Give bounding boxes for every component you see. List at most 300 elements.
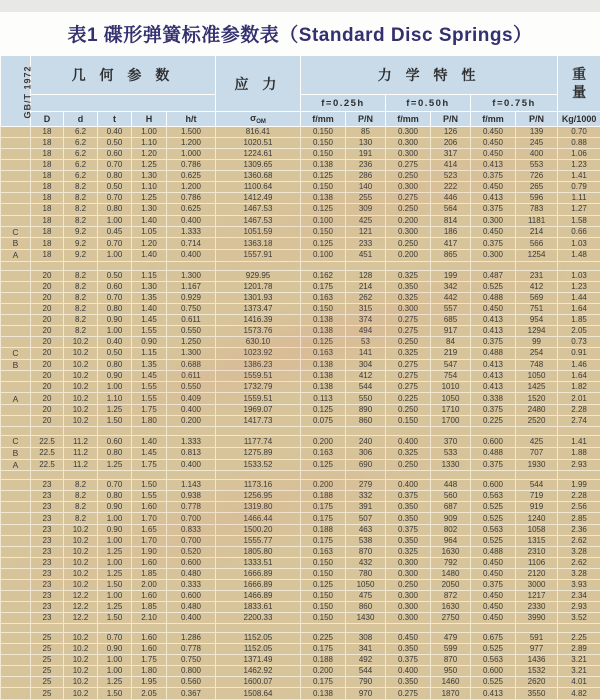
value-cell: 332 bbox=[346, 491, 386, 502]
value-cell: 814 bbox=[431, 215, 471, 226]
value-cell: 0.188 bbox=[301, 491, 346, 502]
group-separator-row bbox=[1, 471, 600, 480]
value-cell: 0.225 bbox=[386, 393, 431, 405]
table-body bbox=[1, 127, 600, 700]
value-cell: 0.450 bbox=[471, 303, 516, 314]
value-cell: 0.375 bbox=[471, 171, 516, 182]
value-cell: 0.79 bbox=[558, 182, 600, 193]
table-row bbox=[1, 149, 600, 160]
table-row bbox=[1, 325, 600, 336]
value-cell: 1557.91 bbox=[216, 249, 301, 261]
value-cell: 10.2 bbox=[64, 688, 98, 700]
value-cell: 0.60 bbox=[98, 281, 132, 292]
value-cell: 1363.18 bbox=[216, 238, 301, 250]
value-cell: 1.200 bbox=[167, 138, 216, 149]
series-letter-cell bbox=[1, 513, 31, 524]
value-cell: 0.70 bbox=[98, 160, 132, 171]
value-cell: 8.2 bbox=[64, 270, 98, 281]
value-cell: 1467.53 bbox=[216, 204, 301, 215]
header-f075: f=0.75h bbox=[471, 95, 558, 112]
value-cell: 0.40 bbox=[98, 336, 132, 347]
value-cell: 748 bbox=[516, 359, 558, 371]
value-cell: 0.175 bbox=[301, 513, 346, 524]
value-cell: 0.138 bbox=[301, 371, 346, 382]
value-cell: 1.300 bbox=[167, 270, 216, 281]
value-cell: 1.48 bbox=[558, 249, 600, 261]
value-cell: 1010 bbox=[431, 382, 471, 393]
value-cell: 0.400 bbox=[167, 215, 216, 226]
value-cell: 1710 bbox=[431, 405, 471, 416]
value-cell: 1416.39 bbox=[216, 314, 301, 325]
value-cell: 1.82 bbox=[558, 382, 600, 393]
table-row bbox=[1, 127, 600, 138]
value-cell: 1460 bbox=[431, 677, 471, 688]
value-cell: 1969.07 bbox=[216, 405, 301, 416]
value-cell: 0.80 bbox=[98, 204, 132, 215]
value-cell: 1555.77 bbox=[216, 535, 301, 546]
value-cell: 0.275 bbox=[386, 314, 431, 325]
value-cell: 25 bbox=[31, 666, 64, 677]
series-letter-cell: A bbox=[1, 249, 31, 261]
value-cell: 557 bbox=[431, 303, 471, 314]
value-cell: 191 bbox=[346, 149, 386, 160]
value-cell: 1100.64 bbox=[216, 182, 301, 193]
table-row bbox=[1, 193, 600, 204]
value-cell: 1430 bbox=[346, 613, 386, 624]
value-cell: 245 bbox=[516, 138, 558, 149]
value-cell: 0.413 bbox=[471, 160, 516, 171]
value-cell: 919 bbox=[516, 502, 558, 513]
value-cell: 0.350 bbox=[386, 644, 431, 655]
value-cell: 523 bbox=[431, 171, 471, 182]
value-cell: 0.300 bbox=[386, 127, 431, 138]
value-cell: 0.300 bbox=[386, 568, 431, 579]
series-letter-cell bbox=[1, 601, 31, 612]
value-cell: 1023.92 bbox=[216, 348, 301, 360]
value-cell: 0.375 bbox=[471, 336, 516, 347]
series-letter-cell bbox=[1, 502, 31, 513]
value-cell: 0.150 bbox=[301, 613, 346, 624]
value-cell: 412 bbox=[346, 371, 386, 382]
value-cell: 0.60 bbox=[98, 436, 132, 448]
value-cell: 0.700 bbox=[167, 513, 216, 524]
value-cell: 1.00 bbox=[98, 215, 132, 226]
value-cell: 0.138 bbox=[301, 382, 346, 393]
value-cell: 0.600 bbox=[167, 557, 216, 568]
value-cell: 20 bbox=[31, 371, 64, 382]
value-cell: 2200.33 bbox=[216, 613, 301, 624]
value-cell: 254 bbox=[516, 348, 558, 360]
table-row bbox=[1, 633, 600, 644]
value-cell: 0.90 bbox=[98, 644, 132, 655]
value-cell: 1.143 bbox=[167, 480, 216, 491]
series-letter-cell bbox=[1, 292, 31, 303]
value-cell: 0.175 bbox=[301, 502, 346, 513]
value-cell: 1.250 bbox=[167, 336, 216, 347]
standard-code-cell bbox=[1, 56, 31, 127]
series-letter-cell: A bbox=[1, 393, 31, 405]
value-cell: 8.2 bbox=[64, 281, 98, 292]
table-row bbox=[1, 546, 600, 557]
value-cell: 10.2 bbox=[64, 393, 98, 405]
value-cell: 2.85 bbox=[558, 513, 600, 524]
value-cell: 1.75 bbox=[132, 459, 167, 471]
value-cell: 18 bbox=[31, 226, 64, 238]
header-geometry-filler bbox=[31, 95, 216, 112]
value-cell: 6.2 bbox=[64, 149, 98, 160]
value-cell: 569 bbox=[516, 292, 558, 303]
value-cell: 0.150 bbox=[386, 416, 431, 427]
value-cell: 2.89 bbox=[558, 644, 600, 655]
value-cell: 3000 bbox=[516, 579, 558, 590]
value-cell: 0.400 bbox=[167, 249, 216, 261]
series-letter-cell: A bbox=[1, 459, 31, 471]
value-cell: 10.2 bbox=[64, 568, 98, 579]
value-cell: 1152.05 bbox=[216, 644, 301, 655]
series-letter-cell: C bbox=[1, 348, 31, 360]
value-cell: 1.00 bbox=[98, 666, 132, 677]
value-cell: 1.50 bbox=[98, 416, 132, 427]
value-cell: 0.163 bbox=[301, 447, 346, 459]
value-cell: 0.163 bbox=[301, 292, 346, 303]
value-cell: 0.400 bbox=[167, 405, 216, 416]
value-cell: 0.400 bbox=[386, 666, 431, 677]
value-cell: 304 bbox=[346, 359, 386, 371]
value-cell: 1.45 bbox=[132, 447, 167, 459]
value-cell: 1181 bbox=[516, 215, 558, 226]
value-cell: 2.10 bbox=[132, 613, 167, 624]
value-cell: 719 bbox=[516, 491, 558, 502]
value-cell: 0.525 bbox=[471, 677, 516, 688]
value-cell: 10.2 bbox=[64, 348, 98, 360]
value-cell: 865 bbox=[431, 249, 471, 261]
value-cell: 0.300 bbox=[386, 149, 431, 160]
value-cell: 1.20 bbox=[132, 149, 167, 160]
value-cell: 2520 bbox=[516, 416, 558, 427]
value-cell: 544 bbox=[516, 480, 558, 491]
value-cell: 400 bbox=[516, 149, 558, 160]
value-cell: 0.125 bbox=[301, 204, 346, 215]
col-sigma bbox=[216, 112, 301, 127]
value-cell: 23 bbox=[31, 513, 64, 524]
value-cell: 1.50 bbox=[98, 579, 132, 590]
value-cell: 1.41 bbox=[558, 171, 600, 182]
table-row bbox=[1, 613, 600, 624]
value-cell: 0.600 bbox=[471, 436, 516, 448]
value-cell: 1050 bbox=[516, 371, 558, 382]
value-cell: 1462.92 bbox=[216, 666, 301, 677]
value-cell: 1294 bbox=[516, 325, 558, 336]
value-cell: 0.70 bbox=[98, 480, 132, 491]
value-cell: 1.25 bbox=[132, 160, 167, 171]
value-cell: 0.138 bbox=[301, 160, 346, 171]
value-cell: 23 bbox=[31, 601, 64, 612]
value-cell: 2.00 bbox=[132, 579, 167, 590]
value-cell: 1500.20 bbox=[216, 524, 301, 535]
value-cell: 0.250 bbox=[386, 405, 431, 416]
value-cell: 1.99 bbox=[558, 480, 600, 491]
value-cell: 2330 bbox=[516, 601, 558, 612]
series-letter-cell bbox=[1, 677, 31, 688]
value-cell: 23 bbox=[31, 568, 64, 579]
value-cell: 1.55 bbox=[132, 325, 167, 336]
value-cell: 0.300 bbox=[386, 557, 431, 568]
value-cell: 0.250 bbox=[386, 238, 431, 250]
value-cell: 0.275 bbox=[386, 382, 431, 393]
header-stress: 应 力 bbox=[216, 56, 301, 112]
value-cell: 564 bbox=[431, 204, 471, 215]
table-row bbox=[1, 393, 600, 405]
value-cell: 0.125 bbox=[301, 459, 346, 471]
value-cell: 317 bbox=[431, 149, 471, 160]
value-cell: 8.2 bbox=[64, 303, 98, 314]
value-cell: 1.55 bbox=[132, 382, 167, 393]
value-cell: 1.70 bbox=[132, 513, 167, 524]
value-cell: 0.150 bbox=[301, 182, 346, 193]
value-cell: 475 bbox=[346, 590, 386, 601]
value-cell: 8.2 bbox=[64, 325, 98, 336]
value-cell: 1.55 bbox=[132, 491, 167, 502]
value-cell: 23 bbox=[31, 524, 64, 535]
value-cell: 0.525 bbox=[471, 513, 516, 524]
value-cell: 0.300 bbox=[386, 182, 431, 193]
value-cell: 1.40 bbox=[132, 215, 167, 226]
value-cell: 1224.61 bbox=[216, 149, 301, 160]
value-cell: 0.480 bbox=[167, 601, 216, 612]
value-cell: 3.21 bbox=[558, 655, 600, 666]
value-cell: 0.138 bbox=[301, 688, 346, 700]
value-cell: 0.300 bbox=[386, 613, 431, 624]
value-cell: 685 bbox=[431, 314, 471, 325]
value-cell: 0.450 bbox=[471, 149, 516, 160]
value-cell: 1666.89 bbox=[216, 579, 301, 590]
table-row bbox=[1, 480, 600, 491]
value-cell: 2050 bbox=[431, 579, 471, 590]
value-cell: 20 bbox=[31, 382, 64, 393]
value-cell: 0.413 bbox=[471, 359, 516, 371]
value-cell: 10.2 bbox=[64, 557, 98, 568]
value-cell: 0.350 bbox=[386, 677, 431, 688]
value-cell: 10.2 bbox=[64, 546, 98, 557]
value-cell: 18 bbox=[31, 193, 64, 204]
value-cell: 1.95 bbox=[132, 677, 167, 688]
value-cell: 1.75 bbox=[132, 405, 167, 416]
value-cell: 0.200 bbox=[301, 436, 346, 448]
value-cell: 0.400 bbox=[167, 613, 216, 624]
value-cell: 0.350 bbox=[386, 535, 431, 546]
value-cell: 0.200 bbox=[301, 666, 346, 677]
value-cell: 18 bbox=[31, 238, 64, 250]
value-cell: 6.2 bbox=[64, 171, 98, 182]
series-letter-cell bbox=[1, 644, 31, 655]
value-cell: 1533.52 bbox=[216, 459, 301, 471]
value-cell: 0.125 bbox=[301, 405, 346, 416]
value-cell: 1.00 bbox=[98, 655, 132, 666]
value-cell: 1.286 bbox=[167, 633, 216, 644]
value-cell: 0.525 bbox=[471, 281, 516, 292]
value-cell: 0.375 bbox=[386, 524, 431, 535]
value-cell: 1425 bbox=[516, 382, 558, 393]
page-title: 表1 碟形弹簧标准参数表（Standard Disc Springs） bbox=[67, 25, 533, 46]
value-cell: 1559.51 bbox=[216, 393, 301, 405]
value-cell: 0.60 bbox=[98, 149, 132, 160]
value-cell: 1058 bbox=[516, 524, 558, 535]
value-cell: 0.786 bbox=[167, 160, 216, 171]
series-letter-cell: B bbox=[1, 238, 31, 250]
value-cell: 0.525 bbox=[471, 535, 516, 546]
value-cell: 1177.74 bbox=[216, 436, 301, 448]
value-cell: 18 bbox=[31, 138, 64, 149]
value-cell: 315 bbox=[346, 303, 386, 314]
value-cell: 754 bbox=[431, 371, 471, 382]
value-cell: 1.11 bbox=[558, 193, 600, 204]
value-cell: 23 bbox=[31, 613, 64, 624]
value-cell: 1.46 bbox=[558, 359, 600, 371]
value-cell: 1.40 bbox=[132, 249, 167, 261]
value-cell: 1.20 bbox=[132, 238, 167, 250]
series-letter-cell bbox=[1, 138, 31, 149]
value-cell: 10.2 bbox=[64, 524, 98, 535]
value-cell: 1309.65 bbox=[216, 160, 301, 171]
value-cell: 1.25 bbox=[98, 459, 132, 471]
value-cell: 0.162 bbox=[301, 270, 346, 281]
col-H: H bbox=[132, 112, 167, 127]
value-cell: 10.2 bbox=[64, 371, 98, 382]
value-cell: 12.2 bbox=[64, 613, 98, 624]
value-cell: 1050 bbox=[346, 579, 386, 590]
value-cell: 890 bbox=[346, 405, 386, 416]
value-cell: 0.625 bbox=[167, 171, 216, 182]
value-cell: 1.00 bbox=[98, 513, 132, 524]
value-cell: 1.00 bbox=[98, 557, 132, 568]
value-cell: 0.300 bbox=[386, 601, 431, 612]
value-cell: 20 bbox=[31, 270, 64, 281]
value-cell: 954 bbox=[516, 314, 558, 325]
value-cell: 1520 bbox=[516, 393, 558, 405]
header-mechanical: 力 学 特 性 bbox=[301, 56, 558, 95]
value-cell: 3.52 bbox=[558, 613, 600, 624]
value-cell: 0.275 bbox=[386, 193, 431, 204]
value-cell: 2.28 bbox=[558, 491, 600, 502]
value-cell: 538 bbox=[346, 535, 386, 546]
value-cell: 3550 bbox=[516, 688, 558, 700]
value-cell: 1315 bbox=[516, 535, 558, 546]
value-cell: 141 bbox=[346, 348, 386, 360]
value-cell: 1.70 bbox=[132, 535, 167, 546]
sigma-symbol: σ bbox=[250, 113, 257, 123]
value-cell: 0.550 bbox=[167, 382, 216, 393]
value-cell: 18 bbox=[31, 204, 64, 215]
value-cell: 233 bbox=[346, 238, 386, 250]
value-cell: 1.10 bbox=[132, 182, 167, 193]
value-cell: 1.06 bbox=[558, 149, 600, 160]
value-cell: 0.138 bbox=[301, 359, 346, 371]
value-cell: 0.375 bbox=[471, 204, 516, 215]
table-row bbox=[1, 557, 600, 568]
table-row bbox=[1, 590, 600, 601]
table-header bbox=[1, 56, 600, 127]
value-cell: 1.75 bbox=[132, 655, 167, 666]
value-cell: 1.41 bbox=[558, 436, 600, 448]
value-cell: 964 bbox=[431, 535, 471, 546]
series-letter-cell bbox=[1, 171, 31, 182]
value-cell: 0.413 bbox=[471, 688, 516, 700]
value-cell: 85 bbox=[346, 127, 386, 138]
value-cell: 23 bbox=[31, 590, 64, 601]
value-cell: 0.833 bbox=[167, 524, 216, 535]
value-cell: 20 bbox=[31, 281, 64, 292]
value-cell: 0.275 bbox=[386, 160, 431, 171]
value-cell: 2.56 bbox=[558, 502, 600, 513]
value-cell: 0.80 bbox=[98, 171, 132, 182]
table-row bbox=[1, 491, 600, 502]
value-cell: 0.90 bbox=[98, 371, 132, 382]
value-cell: 10.2 bbox=[64, 336, 98, 347]
value-cell: 25 bbox=[31, 644, 64, 655]
value-cell: 0.175 bbox=[301, 677, 346, 688]
group-separator-row bbox=[1, 624, 600, 633]
value-cell: 929.95 bbox=[216, 270, 301, 281]
value-cell: 8.2 bbox=[64, 204, 98, 215]
value-cell: 446 bbox=[431, 193, 471, 204]
value-cell: 0.413 bbox=[471, 371, 516, 382]
value-cell: 553 bbox=[516, 160, 558, 171]
value-cell: 1436 bbox=[516, 655, 558, 666]
value-cell: 0.488 bbox=[471, 546, 516, 557]
value-cell: 1666.89 bbox=[216, 568, 301, 579]
value-cell: 25 bbox=[31, 655, 64, 666]
col-ht: h/t bbox=[167, 112, 216, 127]
table-row bbox=[1, 459, 600, 471]
value-cell: 84 bbox=[431, 336, 471, 347]
value-cell: 1.30 bbox=[132, 171, 167, 182]
value-cell: 240 bbox=[346, 436, 386, 448]
value-cell: 1573.76 bbox=[216, 325, 301, 336]
value-cell: 0.100 bbox=[301, 249, 346, 261]
series-letter-cell bbox=[1, 281, 31, 292]
header-geometry: 几 何 参 数 bbox=[31, 56, 216, 95]
value-cell: 0.225 bbox=[471, 416, 516, 427]
value-cell: 0.413 bbox=[471, 314, 516, 325]
value-cell: 265 bbox=[516, 182, 558, 193]
value-cell: 236 bbox=[346, 160, 386, 171]
value-cell: 0.450 bbox=[386, 633, 431, 644]
value-cell: 0.600 bbox=[167, 590, 216, 601]
value-cell: 3.21 bbox=[558, 666, 600, 677]
value-cell: 6.2 bbox=[64, 127, 98, 138]
value-cell: 18 bbox=[31, 182, 64, 193]
value-cell: 308 bbox=[346, 633, 386, 644]
value-cell: 306 bbox=[346, 447, 386, 459]
value-cell: 0.450 bbox=[471, 590, 516, 601]
value-cell: 0.338 bbox=[471, 393, 516, 405]
series-letter-cell bbox=[1, 127, 31, 138]
value-cell: 1.200 bbox=[167, 182, 216, 193]
value-cell: 10.2 bbox=[64, 405, 98, 416]
value-cell: 8.2 bbox=[64, 215, 98, 226]
value-cell: 3.28 bbox=[558, 546, 600, 557]
value-cell: 707 bbox=[516, 447, 558, 459]
value-cell: 0.88 bbox=[558, 138, 600, 149]
value-cell: 0.50 bbox=[98, 270, 132, 281]
value-cell: 10.2 bbox=[64, 655, 98, 666]
value-cell: 0.800 bbox=[167, 666, 216, 677]
value-cell: 0.367 bbox=[167, 688, 216, 700]
value-cell: 0.300 bbox=[471, 215, 516, 226]
value-cell: 11.2 bbox=[64, 459, 98, 471]
series-letter-cell bbox=[1, 204, 31, 215]
value-cell: 219 bbox=[431, 348, 471, 360]
